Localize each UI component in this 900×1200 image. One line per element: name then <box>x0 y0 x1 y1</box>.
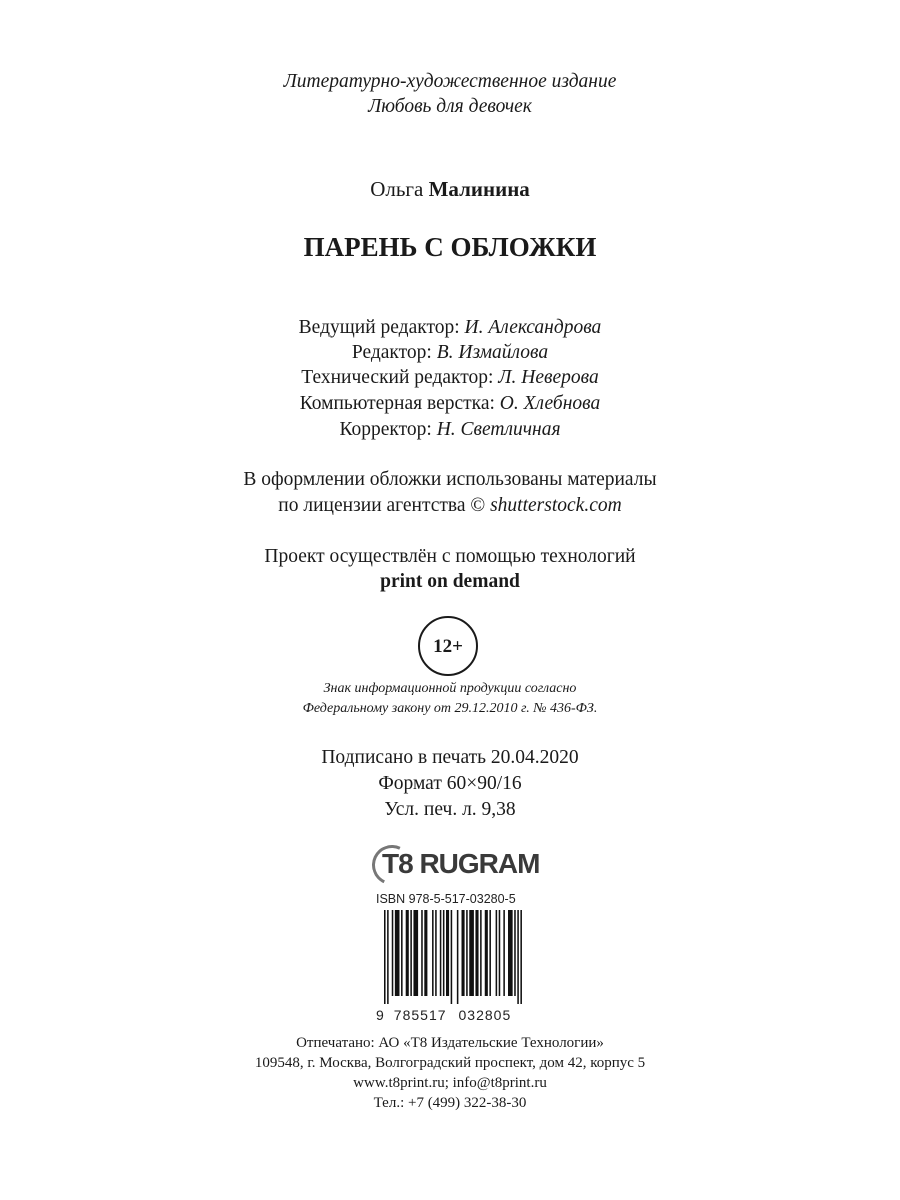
barcode-bar <box>457 910 459 1004</box>
credit-line <box>0 317 900 339</box>
book-title: ПАРЕНЬ С ОБЛОЖКИ <box>303 232 597 262</box>
printer-line: www.t8print.ru; info@t8print.ru <box>353 1075 547 1091</box>
barcode-bar <box>395 910 400 996</box>
barcode-bar <box>435 910 437 996</box>
genre-line: Литературно-художественное издание <box>283 71 617 92</box>
barcode-bar <box>462 910 465 996</box>
credit-role: Технический редактор: <box>301 367 494 388</box>
barcode-bar <box>475 910 478 996</box>
barcode-bar <box>421 910 423 996</box>
barcode-digits-left: 785517 <box>393 1007 447 1023</box>
barcode-bar <box>451 910 453 1004</box>
series-line: Любовь для девочек <box>368 96 532 117</box>
barcode-bar <box>424 910 427 996</box>
cover-note-prefix: по лицензии агентства © <box>278 495 486 516</box>
barcode-bar <box>392 910 394 996</box>
cover-note-line2 <box>0 495 900 517</box>
barcode-bar <box>520 910 522 1004</box>
isbn: ISBN 978-5-517-03280-5 <box>376 892 516 906</box>
barcode-bar <box>446 910 449 996</box>
print-info-line: Формат 60×90/16 <box>378 773 522 794</box>
barcode-bar <box>503 910 505 996</box>
credit-role: Ведущий редактор: <box>298 317 460 338</box>
printer-line: Отпечатано: АО «Т8 Издательские Технологии» <box>296 1035 604 1051</box>
barcode-bar <box>469 910 474 996</box>
barcode-bar <box>406 910 409 996</box>
barcode-bar <box>499 910 501 996</box>
project-line2: print on demand <box>380 571 520 592</box>
age-note-line1: Знак информационной продукции согласно <box>323 681 577 696</box>
barcode-bar <box>466 910 468 996</box>
cover-note-line1: В оформлении обложки использованы материалы <box>243 469 657 490</box>
barcode-bar <box>410 910 412 996</box>
barcode-bar <box>440 910 442 996</box>
credit-name: Н. Светличная <box>436 419 561 440</box>
barcode-bar <box>496 910 498 996</box>
age-note-line2: Федеральному закону от 29.12.2010 г. № 436-ФЗ. <box>302 701 598 716</box>
barcode-bar <box>485 910 488 996</box>
author-last-name: Малинина <box>428 177 530 201</box>
barcode-bar <box>401 910 403 996</box>
cover-source: shutterstock.com <box>490 495 622 516</box>
credit-line <box>0 367 900 389</box>
printer-line: 109548, г. Москва, Волгоградский проспект, дом 42, корпус 5 <box>254 1055 646 1071</box>
printer-line: Тел.: +7 (499) 322-38-30 <box>373 1095 527 1111</box>
barcode-bar <box>508 910 513 996</box>
credit-line <box>0 393 900 415</box>
credit-role: Корректор: <box>339 419 432 440</box>
barcode-bar <box>514 910 516 996</box>
print-info-line: Усл. печ. л. 9,38 <box>384 799 516 820</box>
age-rating-badge <box>418 616 478 676</box>
barcode-digit-first: 9 <box>376 1007 384 1023</box>
barcode-bar <box>387 910 389 1004</box>
credit-line <box>0 419 900 441</box>
logo-text: T8 RUGRAM <box>382 848 540 879</box>
credit-role: Редактор: <box>351 342 432 363</box>
project-line1: Проект осуществлён с помощью технологий <box>264 546 636 567</box>
barcode-bar <box>432 910 434 996</box>
barcode-bar <box>517 910 519 1004</box>
barcode-bar <box>480 910 482 996</box>
barcode-digits-right: 032805 <box>458 1007 512 1023</box>
publisher-logo <box>370 845 540 883</box>
barcode <box>384 910 530 1004</box>
author-first-name: Ольга <box>370 177 424 201</box>
credit-line <box>0 342 900 364</box>
author <box>0 177 900 201</box>
credit-name: Л. Неверова <box>498 367 599 388</box>
age-rating-text: 12+ <box>433 635 463 657</box>
barcode-bar <box>489 910 491 996</box>
credit-name: О. Хлебнова <box>499 393 601 414</box>
credit-role: Компьютерная верстка: <box>299 393 495 414</box>
barcode-bar <box>384 910 386 1004</box>
print-info-line: Подписано в печать 20.04.2020 <box>321 747 579 768</box>
barcode-bar <box>443 910 445 996</box>
credit-name: И. Александрова <box>464 317 602 338</box>
barcode-digits <box>376 1008 536 1022</box>
credit-name: В. Измайлова <box>436 342 549 363</box>
barcode-bar <box>413 910 418 996</box>
